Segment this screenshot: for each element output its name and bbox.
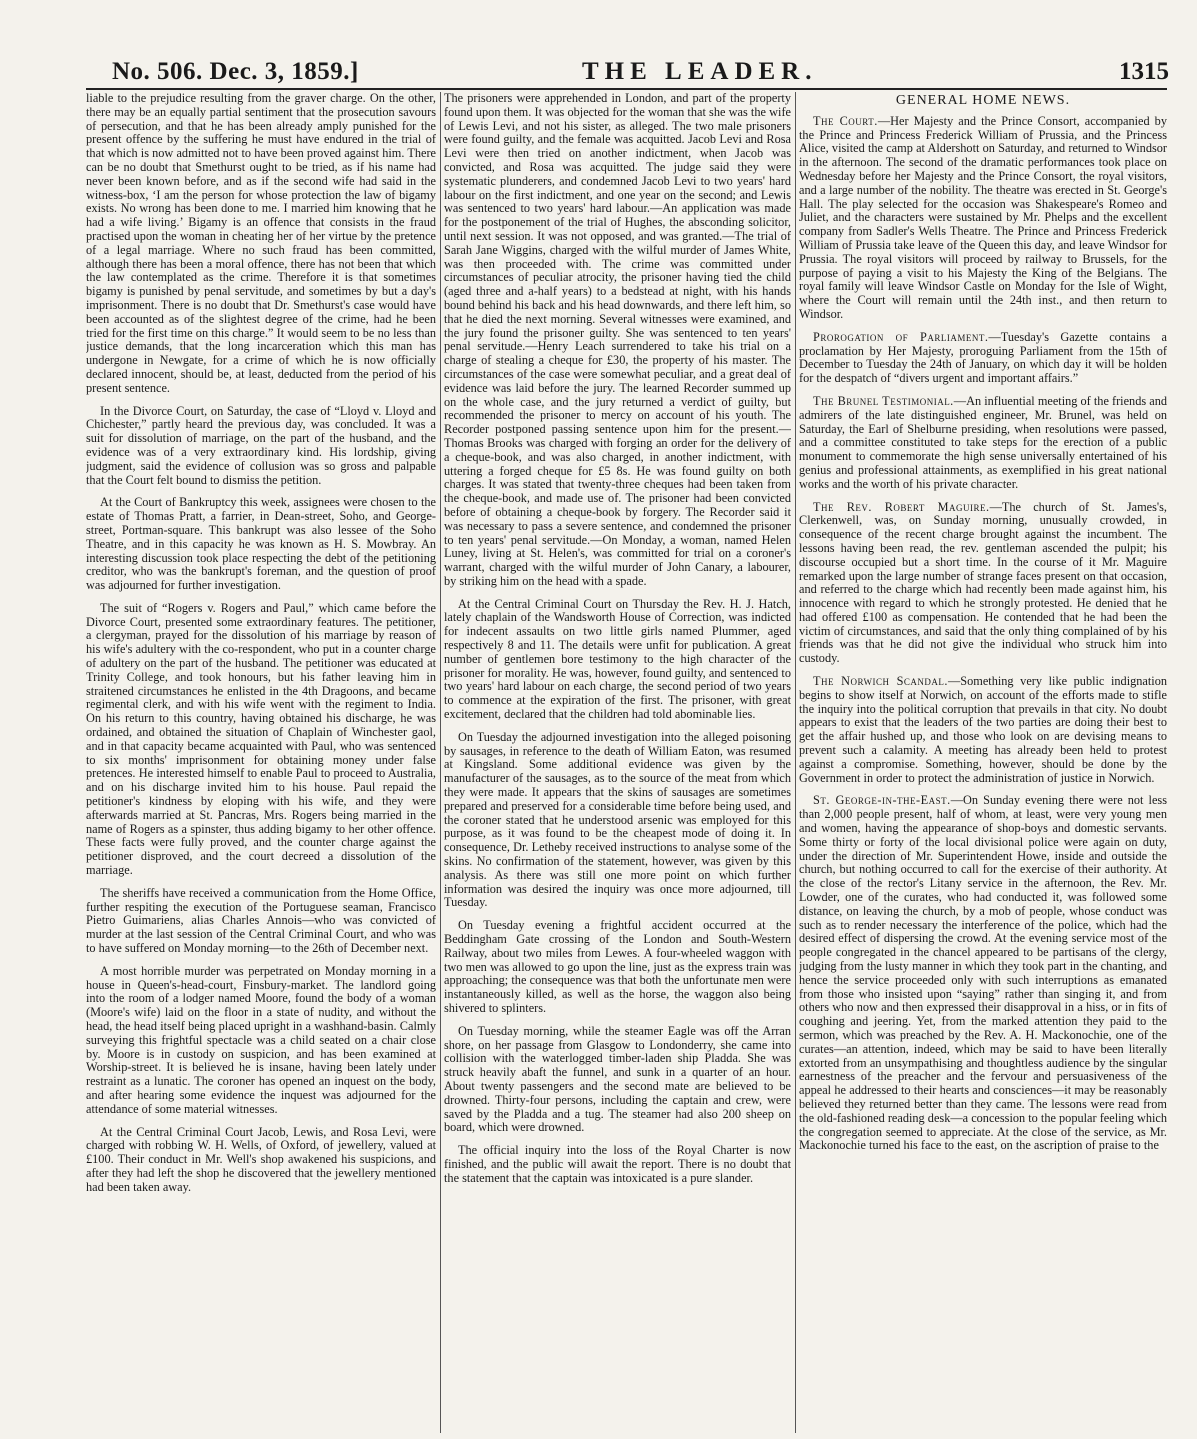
item-text: —Her Majesty and the Prince Consort, accompanied by the Prince and Princess Frederick William of Prussia, and the Princess Alice, visited the camp at Aldershott on Saturday, and returned to Windsor in the afternoon. The second of the dramatic performances took place on Wednesday before her Majesty and the Prince Consort, the royal visitors, and a large number of the nobility. The theatre was erected in St. George's Hall. The play selected for the occasion was Shakespeare's Romeo and Juliet, and the characters were sustained by Mr. Phelps and the excellent company from Sadler's Wells Theatre. The Prince and Princess Frederick William of Prussia take leave of the Queen this day, and leave Windsor for Prussia. The royal visitors will proceed by railway to Brussels, for the purpose of paying a visit to his Majesty the King of the Belgians. The royal family will leave Windsor Castle on Monday for the Isle of Wight, where the Court will remain until the 24th inst., and then return to Windsor. <box>799 113 1167 321</box>
news-item <box>799 501 1167 667</box>
masthead-rule <box>86 88 1167 90</box>
paragraph: The suit of “Rogers v. Rogers and Paul,” which came before the Divorce Court, presented some extraordinary features. The petitioner, a clergyman, prayed for the dissolution of his marriage by reason of his wife's adultery with the co-respondent, who put in a counter charge of adultery on the part of the husband. The petitioner was educated at Trinity College, and took honours, but his father leaving him in straitened circumstances he enlisted in the 4th Dragoons, and became regimental clerk, and with his wife went with the regiment to India. On his return to this country, having obtained his discharge, he was ordained, and obtained the situation of Chaplain of Winchester gaol, and in that capacity became acquainted with Paul, who was sentenced to six months' imprisonment for obtaining money under false pretences. He interested himself to enable Paul to proceed to Australia, and on his discharge invited him to his house. Paul repaid the petitioner's kindness by eloping with his wife, and they were afterwards married at St. Pancras, Mrs. Rogers being married in the name of Rogers as a spinster, thus adding bigamy to her other offence. These facts were fully proved, and the counter charge against the petitioner disproved, and the court decreed a dissolution of the marriage. <box>86 600 436 878</box>
paragraph: The sheriffs have received a communication from the Home Office, further respiting the execution of the Portuguese seaman, Francisco Pietro Guimariens, alias Charles Annois—who was convicted of murder at the last session of the Central Criminal Court, and who was to have suffered on Monday morning—to the 26th of December next. <box>86 885 436 956</box>
item-text: —On Sunday evening there were not less than 2,000 people present, half of whom, at least, were very young men and women, having the appearance of shop-boys and domestic servants. Some thirty or forty of the local divisional police were again on duty, under the direction of Mr. Superintendent Howe, inside and outside the church, but nothing occurred to call for the exercise of their authority. At the close of the rector's Litany service in the afternoon, the Rev. Mr. Lowder, one of the curates, who had conducted it, was followed some distance, on leaving the church, by a mob of people, whose conduct was such as to render necessary the interference of the police, which had the desired effect of dispersing the crowd. At the evening service most of the people congregated in the chancel appeared to be partisans of the clergy, judging from the lusty manner in which they took part in the chanting, and hence the service proceeded only with such interruptions as emanated from those who insisted upon “saying” rather than singing it, and from others who now and then expressed their disapproval in a hiss, or in fits of coughing and jeering. Yet, from the marked attention they paid to the sermon, which was preached by the Rev. A. H. Mackonochie, one of the curates—an attention, indeed, which may be said to have been literally extorted from an unsympathising and thoughtless audience by the singular earnestness of the preacher and the fervour and persuasiveness of the appeal he addressed to their hearts and consciences—it may be reasonably believed they returned better than they came. The lessons were read from the old-fashioned reading desk—a concession to the popular feeling which the congregation seemed to appreciate. At the close of the service, as Mr. Mackonochie turned his face to the east, on the ascription of praise to the <box>799 793 1167 1153</box>
item-text: —The church of St. James's, Clerkenwell, was, on Sunday morning, unusually crowded, in consequence of the recent charge brought against the incumbent. The lessons having been read, the rev. gentleman ascended the pulpit; his discourse occupied but a short time. In the course of it Mr. Maguire remarked upon the large number of strange faces present on that occasion, and referred to the charge which had recently been made against him, his innocence with regard to which he strongly protested. He denied that he had offered £100 as compensation. He contended that he had been the victim of circumstances, and said that the only thing complained of by his friends was that he did not give the individual who struck him into custody. <box>799 499 1167 666</box>
page-number: 1315 <box>1119 58 1169 85</box>
paragraph: At the Court of Bankruptcy this week, assignees were chosen to the estate of Thomas Pratt, a farrier, in Dean-street, Soho, and George-street, Portman-square. This bankrupt was also lessee of the Soho Theatre, and in this capacity he was known as H. S. Mowbray. An interesting discussion took place respecting the debt of the petitioning creditor, who was the bankrupt's foreman, and the question of proof was adjourned for further investigation. <box>86 495 436 593</box>
paragraph: A most horrible murder was perpetrated on Monday morning in a house in Queen's-head-court, Finsbury-market. The landlord going into the room of a lodger named Moore, found the body of a woman (Moore's wife) laid on the floor in a state of nudity, and without the head, the head itself being placed upright in a washhand-basin. Calmly surveying this frightful spectacle was a child seated on a chair close by. Moore is in custody on suspicion, and has been examined at Worship-street. It is believed he is insane, having been lately under restraint as a lunatic. The coroner has opened an inquest on the body, and after hearing some evidence the inquest was adjourned for the attendance of some material witnesses. <box>86 963 436 1116</box>
news-item <box>799 115 1167 322</box>
column-1 <box>86 92 436 1439</box>
column-divider <box>795 92 796 1433</box>
item-lead: The Court. <box>813 113 878 128</box>
masthead <box>80 54 1175 90</box>
paragraph: The prisoners were apprehended in London, and part of the property found upon them. It was objected for the woman that she was the wife of Lewis Levi, and not his sister, as alleged. The two male prisoners were found guilty, and the female was acquitted. Jacob Levi and Rosa Levi were then tried on another indictment, when Jacob was convicted, and Rosa was acquitted. The judge said they were systematic plunderers, and condemned Jacob Levi to two years' hard labour on the first indictment, and one year on the second; and Lewis was sentenced to two years' hard labour.—An application was made for the postponement of the trial of Hughes, the absconding solicitor, until next session. It was not opposed, and was granted.—The trial of Sarah Jane Wiggins, charged with the wilful murder of James White, was then proceeded with. The crime was committed under circumstances of peculiar atrocity, the prisoner having tied the child (aged three and a-half years) to a bedstead at night, with his hands bound behind his back and his head downwards, and there left him, so that he died the next morning. Several witnesses were examined, and the jury found the prisoner guilty. She was sentenced to ten years' penal servitude.—Henry Leach surrendered to take his trial on a charge of stealing a cheque for £30, the property of his master. The circumstances of the case were somewhat peculiar, and a great deal of evidence was laid before the jury. The learned Recorder summed up on the whole case, and the jury returned a verdict of guilty, but recommended the prisoner to mercy on account of his youth. The Recorder postponed passing sentence upon him for the present.—Thomas Brooks was charged with forging an order for the delivery of a cheque-book, and was also charged, in another indictment, with uttering a forged cheque for £5 8s. He was found guilty on both charges. It was stated that twenty-three cheques had been taken from the cheque-book, and made use of. The prisoner had been convicted before of obtaining a cheque-book by forgery. The Recorder said it was necessary to pass a severe sentence, and condemned the prisoner to ten years' penal servitude.—On Monday, a woman, named Helen Luney, living at St. Helen's, was committed for trial on a coroner's warrant, charged with the wilful murder of John Canary, a labourer, by striking him on the head with a spade. <box>444 92 791 588</box>
columns <box>86 92 1167 1439</box>
news-item <box>799 675 1167 785</box>
item-text: —Something very like public indignation begins to show itself at Norwich, on account of the efforts made to stifle the inquiry into the political corruption that prevails in that city. No doubt appears to exist that the leaders of the two parties are doing their best to get the affair hushed up, and those who look on are devising means to prevent such a calamity. A meeting has already been held to protest against a compromise. Something, however, should be done by the Government in order to protect the administration of justice in Norwich. <box>799 674 1167 785</box>
paragraph: On Tuesday the adjourned investigation into the alleged poisoning by sausages, in reference to the death of William Eaton, was resumed at Kingsland. Some additional evidence was given by the manufacturer of the sausages, as to the source of the meat from which they were made. It appears that the skins of sausages are sometimes prepared and preserved for a considerable time before being used, and the coroner stated that he understood arsenic was employed for this purpose, as it was found to be the cheapest mode of doing it. In consequence, Dr. Letheby received instructions to analyse some of the skins. No confirmation of the statement, however, was given by this analysis. As there was still one more point on which further information was desired the inquiry was once more adjourned, till Tuesday. <box>444 729 791 910</box>
item-lead: The Rev. Robert Maguire. <box>813 499 990 514</box>
newspaper-title: THE LEADER. <box>582 58 818 85</box>
item-lead: The Brunel Testimonial. <box>813 393 954 408</box>
issue-date: No. 506. Dec. 3, 1859.] <box>112 58 359 85</box>
section-heading: GENERAL HOME NEWS. <box>895 93 1071 108</box>
news-item <box>799 794 1167 1153</box>
paragraph: On Tuesday evening a frightful accident occurred at the Beddingham Gate crossing of the London and South-Western Railway, about two miles from Lewes. A four-wheeled waggon with two men was allowed to go upon the line, just as the express train was approaching; the consequence was that both the unfortunate men were instantaneously killed, as well as the horse, the waggon also being shivered to splinters. <box>444 918 791 1015</box>
item-lead: St. George-in-the-East. <box>813 793 951 808</box>
column-divider <box>440 92 441 1433</box>
news-item <box>799 331 1167 386</box>
paragraph: At the Central Criminal Court Jacob, Lewis, and Rosa Levi, were charged with robbing W. H. Wells, of Oxford, of jewellery, valued at £100. Their conduct in Mr. Well's shop awakened his suspicions, and after they had left the shop he discovered that the jewellery mentioned had been taken away. <box>86 1124 436 1194</box>
paragraph: The official inquiry into the loss of the Royal Charter is now finished, and the public will await the report. There is no doubt that the statement that the captain was intoxicated is a pure slander. <box>444 1143 791 1185</box>
item-lead: Prorogation of Parliament. <box>813 329 989 344</box>
news-item <box>799 395 1167 492</box>
item-lead: The Norwich Scandal. <box>813 674 948 689</box>
paragraph: liable to the prejudice resulting from the graver charge. On the other, there may be an equally partial sentiment that the prosecution savours of persecution, and that he has been already amply punished for the present offence by the suffering he must have endured in the trial of that which is now admitted not to have been proved against him. There can be no doubt that Smethurst ought to be tried, as if his name had never been known before, and as if the second wife had said in the witness-box, ‘I am the person for whose protection the law of bigamy exists. No wrong has been done to me. I married him knowing that he had a wife living.’ Bigamy is an offence that consists in the fraud practised upon the woman in cheating her of her virtue by the pretence of a legal marriage. Where no such fraud has been committed, although there has been a moral offence, there has not been that which the law contemplated as the crime. Therefore it is that sometimes bigamy is punished by penal servitude, and sometimes by but a day's imprisonment. There is no doubt that Dr. Smethurst's case would have been accounted as of the slightest degree of the crime, had he been tried for the first time on this charge.” It would seem to be no less than justice demands, that the long incarceration which this man has undergone in Newgate, for a crime of which he is now officially declared innocent, should be, at least, deducted from the period of his present sentence. <box>86 92 436 395</box>
paragraph: On Tuesday morning, while the steamer Eagle was off the Arran shore, on her passage from Glasgow to Londonderry, she came into collision with the waterlogged timber-laden ship Pladda. She was struck heavily abaft the funnel, and sunk in a quarter of an hour. About twenty passengers and the second mate are believed to be drowned. Thirty-four persons, including the captain and crew, were saved by the Pladda and a tug. The steamer had also 200 sheep on board, which were drowned. <box>444 1023 791 1135</box>
paragraph: At the Central Criminal Court on Thursday the Rev. H. J. Hatch, lately chaplain of the Wandsworth House of Correction, was indicted for indecent assaults on two little girls named Plummer, aged respectively 8 and 11. The details were unfit for publication. A great number of gentlemen bore testimony to the high character of the prisoner for morality. He was, however, found guilty, and sentenced to two years' hard labour on each charge, the second period of two years to commence at the expiration of the first. The prisoner, with great excitement, declared that the children had told abominable lies. <box>444 596 791 722</box>
item-text: —Tuesday's Gazette contains a proclamation by Her Majesty, proroguing Parliament from the 15th of December to Tuesday the 24th of January, on which day it will be holden for the despatch of “divers urgent and important affairs.” <box>799 329 1167 386</box>
paragraph: In the Divorce Court, on Saturday, the case of “Lloyd v. Lloyd and Chichester,” partly heard the previous day, was concluded. It was a suit for dissolution of marriage, on the part of the husband, and the evidence was of a very extraordinary kind. His lordship, giving judgment, said the evidence of collusion was so gross and palpable that the Court felt bound to dismiss the petition. <box>86 403 436 487</box>
item-text: —An influential meeting of the friends and admirers of the late distinguished engineer, Mr. Brunel, was held on Saturday, the Earl of Shelburne presiding, when resolutions were passed, and a committee constituted to take steps for the erection of a public monument to commemorate the high sense universally entertained of his genius and professional attainments, as exemplified in his great national works and the worth of his private character. <box>799 393 1167 491</box>
column-2 <box>444 92 791 1439</box>
column-3 <box>799 92 1167 1439</box>
